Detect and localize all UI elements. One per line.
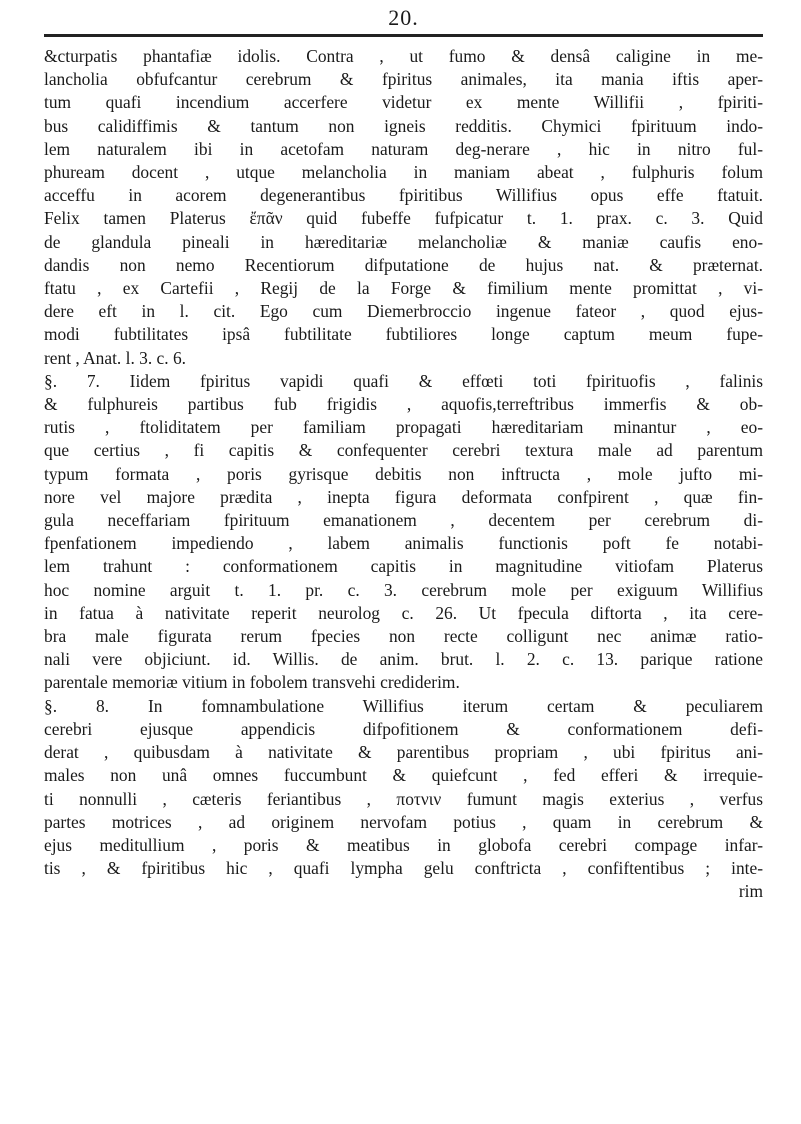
text-line: ftatu , ex Cartefii , Regij de la Forge & fimilium mente promittat , vi- xyxy=(44,278,763,299)
text-line: modi fubtilitates ipsâ fubtilitate fubtiliores longe captum meum fupe- xyxy=(44,324,763,345)
text-line: ejus meditullium , poris & meatibus in globofa cerebri compage infar- xyxy=(44,834,763,855)
text-line: rim xyxy=(738,881,763,902)
text-line: bus calidiffimis & tantum non igneis redditis. Chymici fpirituum indo- xyxy=(44,115,763,136)
text-line: de glandula pineali in hæreditariæ melancholiæ & maniæ caufis eno- xyxy=(44,231,763,252)
body-text xyxy=(44,45,763,904)
text-line: cerebri ejusque appendicis difpofitionem & conformationem defi- xyxy=(44,718,763,739)
text-line: hoc nomine arguit t. 1. pr. c. 3. cerebrum mole per exiguum Willifius xyxy=(44,579,763,600)
text-line: acceffu in acorem degenerantibus fpiritibus Willifius opus effe ftatuit. xyxy=(44,185,763,206)
text-line: rutis , ftoliditatem per familiam propagati hæreditariam minantur , eo- xyxy=(44,417,763,438)
text-line: Felix tamen Platerus ἔπᾶν quid fubeffe fufpicatur t. 1. prax. c. 3. Quid xyxy=(44,208,763,229)
text-line: ti nonnulli , cæteris feriantibus , ποτνιν fumunt magis exterius , verfus xyxy=(44,788,763,809)
page-number: 20. xyxy=(388,5,419,30)
text-line: parentale memoriæ vitium in fobolem transvehi crediderim. xyxy=(44,672,460,693)
text-line: tum quafi incendium accerfere videtur ex mente Willifii , fpiriti- xyxy=(44,92,763,113)
text-line: gula neceffariam fpirituum emanationem , decentem per cerebrum di- xyxy=(44,510,763,531)
text-line: nali vere objiciunt. id. Willis. de anim. brut. l. 2. c. 13. parique ratione xyxy=(44,649,763,670)
text-line: que certius , fi capitis & confequenter cerebri textura male ad parentum xyxy=(44,440,763,461)
text-line: typum formata , poris gyrisque debitis non inftructa , mole jufto mi- xyxy=(44,463,763,484)
text-line: phuream docent , utque melancholia in maniam abeat , fulphuris folum xyxy=(44,162,763,183)
text-line: & fulphureis partibus fub frigidis , aquofis,terreftribus immerfis & ob- xyxy=(44,394,763,415)
header-rule xyxy=(44,34,763,37)
text-line: fpenfationem impediendo , labem animalis functionis poft fe notabi- xyxy=(44,533,763,554)
text-line: §. 8. In fomnambulatione Willifius iterum certam & peculiarem xyxy=(44,695,763,716)
text-line: dere eft in l. cit. Ego cum Diemerbroccio ingenue fateor , quod ejus- xyxy=(44,301,763,322)
text-line: lem naturalem ibi in acetofam naturam deg-nerare , hic in nitro ful- xyxy=(44,138,763,159)
text-line: males non unâ omnes fuccumbunt & quiefcunt , fed efferi & irrequie- xyxy=(44,765,763,786)
text-line: dandis non nemo Recentiorum difputatione de hujus nat. & præternat. xyxy=(44,254,763,275)
text-line: tis , & fpiritibus hic , quafi lympha gelu conftricta , confiftentibus ; inte- xyxy=(44,858,763,879)
text-line: §. 7. Iidem fpiritus vapidi quafi & effœti toti fpirituofis , falinis xyxy=(44,370,763,391)
text-line: nore vel majore prædita , inepta figura deformata confpirent , quæ fin- xyxy=(44,486,763,507)
text-line: lancholia obfufcantur cerebrum & fpiritus animales, ita mania iftis aper- xyxy=(44,69,763,90)
text-line: derat , quibusdam à nativitate & parentibus propriam , ubi fpiritus ani- xyxy=(44,742,763,763)
text-line: in fatua à nativitate reperit neurolog c. 26. Ut fpecula diftorta , ita cere- xyxy=(44,602,763,623)
text-line: rent , Anat. l. 3. c. 6. xyxy=(44,347,186,368)
text-line: lem trahunt : conformationem capitis in magnitudine vitiofam Platerus xyxy=(44,556,763,577)
text-line: bra male figurata rerum fpecies non recte colligunt nec animæ ratio- xyxy=(44,626,763,647)
text-line: partes motrices , ad originem nervofam potius , quam in cerebrum & xyxy=(44,811,763,832)
text-line: &cturpatis phantafiæ idolis. Contra , ut fumo & densâ caligine in me- xyxy=(44,46,763,66)
